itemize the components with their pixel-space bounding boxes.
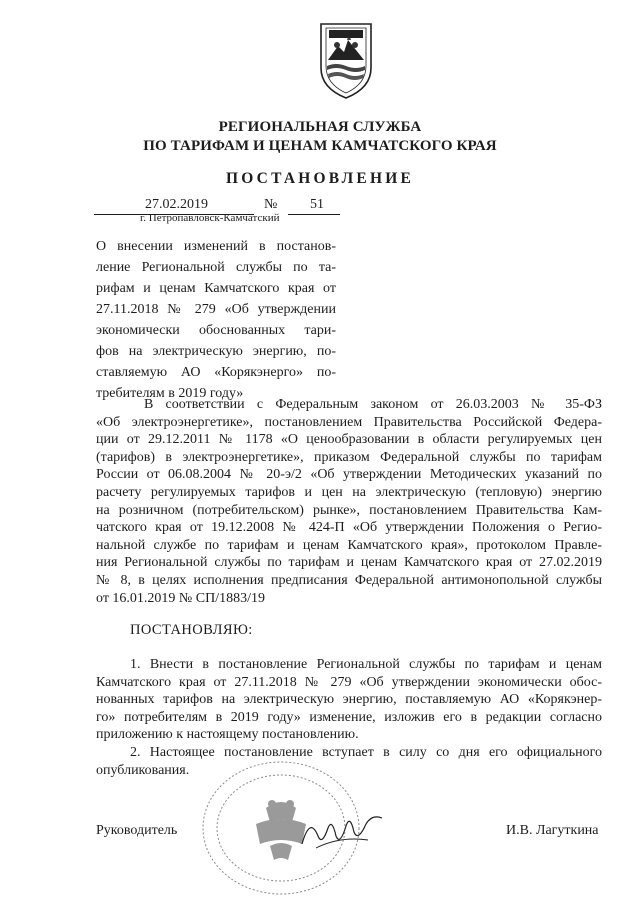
subject-line: рифам и ценам Камчатского края от: [96, 281, 336, 296]
city-line: г. Петропавловск-Камчатский: [140, 212, 280, 224]
handwritten-signature: [296, 806, 386, 852]
subject-line: О внесении изменений в постанов-: [96, 239, 336, 254]
organization-name-line-2: ПО ТАРИФАМ И ЦЕНАМ КАМЧАТСКОГО КРАЯ: [143, 138, 497, 154]
signatory-role: Руководитель: [96, 823, 178, 838]
paragraph-line: (тарифов) в электроэнергетике», приказом Федеральной службы по тарифам: [96, 449, 602, 465]
subject-line: экономически обоснованных тари-: [96, 323, 336, 338]
paragraph-line: от 16.01.2019 № СП/1883/19: [96, 590, 266, 606]
document-date: 27.02.2019: [145, 197, 208, 212]
paragraph-line: расчету регулируемых тарифов и цен на электрическую (тепловую) энергию: [96, 484, 602, 500]
decree-heading: ПОСТАНОВЛЯЮ:: [130, 622, 253, 638]
paragraph-line: чатского края от 19.12.2008 № 424-П «Об утверждении Положения о Регио-: [96, 520, 602, 536]
decree-item-1: [96, 656, 602, 744]
signatory-name: И.В. Лагуткина: [506, 823, 599, 838]
subject-line: требителям в 2019 году»: [96, 386, 244, 401]
paragraph-line: приложению к настоящему постановлению.: [96, 727, 359, 743]
number-underline: [288, 214, 340, 215]
paragraph-line: Камчатского края от 27.11.2018 № 279 «Об утверждении экономически обос-: [96, 674, 602, 690]
paragraph-line: го» потребителям в 2019 году» изменение, изложив его в редакции согласно: [96, 709, 602, 725]
paragraph-line: «Об электроэнергетике», постановлением Правительства Российской Федера-: [96, 414, 602, 430]
subject-line: 27.11.2018 № 279 «Об утверждении: [96, 302, 336, 317]
paragraph-line: опубликования.: [96, 762, 190, 778]
coat-of-arms-icon: [318, 22, 374, 100]
document-number: 51: [310, 197, 324, 212]
document-subject: [96, 236, 336, 404]
paragraph-line: В соответствии с Федеральным законом от 26.03.2003 № 35-ФЗ: [144, 397, 602, 412]
subject-line: ление Региональной службы по та-: [96, 260, 336, 275]
paragraph-line: на розничном (потребительском) рынке», постановлением Правительства Кам-: [96, 502, 602, 518]
paragraph-line: нальной службе по тарифам и ценам Камчатского края», протоколом Правле-: [96, 537, 602, 553]
number-sign: №: [264, 197, 278, 212]
preamble-paragraph: [96, 396, 602, 607]
document-type-title: ПОСТАНОВЛЕНИЕ: [225, 170, 415, 187]
paragraph-line: 1. Внести в постановление Региональной службы по тарифам и ценам: [130, 657, 602, 672]
paragraph-line: № 8, в целях исполнения предписания Федеральной антимонопольной службы: [96, 572, 602, 588]
paragraph-line: ния Региональной службы по тарифам и ценам Камчатского края от 27.02.2019: [96, 555, 602, 571]
subject-line: фов на электрическую энергию, по-: [96, 344, 336, 359]
organization-name-line-1: РЕГИОНАЛЬНАЯ СЛУЖБА: [218, 119, 422, 135]
paragraph-line: России от 06.08.2004 № 20-э/2 «Об утверждении Методических указаний по: [96, 467, 602, 483]
paragraph-line: 2. Настоящее постановление вступает в силу со дня его официального: [130, 745, 602, 760]
paragraph-line: нованных тарифов на электрическую энергию, поставляемую АО «Корякэнер-: [96, 692, 602, 708]
subject-line: ставляемую АО «Корякэнерго» по-: [96, 365, 336, 380]
paragraph-line: ции от 29.12.2011 № 1178 «О ценообразовании в области регулируемых цен: [96, 432, 602, 448]
